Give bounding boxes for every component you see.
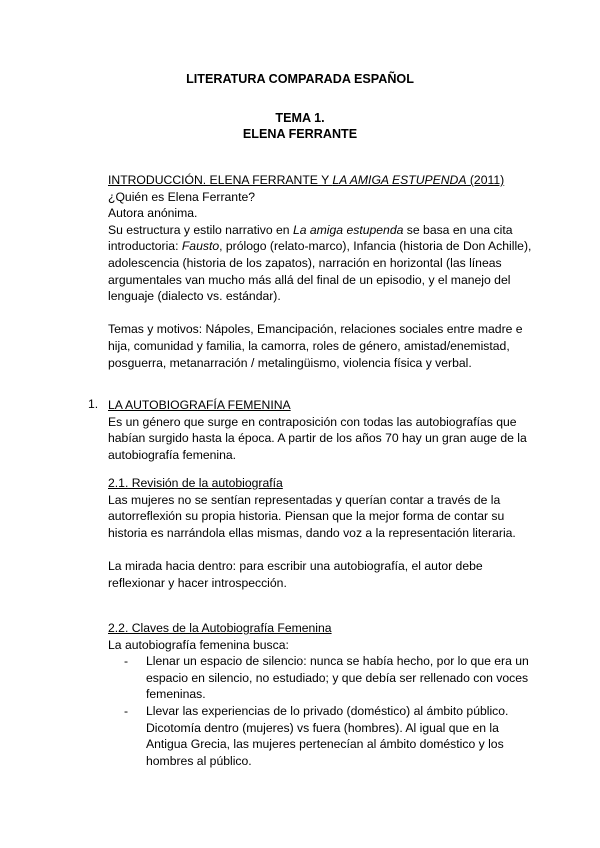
subsection-revision bbox=[108, 475, 538, 591]
subsection-intro: La autobiografía femenina busca: bbox=[108, 637, 289, 652]
para-work-title: Fausto bbox=[181, 239, 220, 254]
para-book-title: La amiga estupenda bbox=[292, 222, 404, 237]
para-text: , prólogo (relato-marco), Infancia (historia de Don Achille), adolescencia (historia de los zapatos), narración en horizontal (las líneas argumentales van mucho más allá del final de un episodio, y el manejo del lenguaje (dialecto vs. estándar). bbox=[108, 239, 532, 304]
section-heading bbox=[108, 397, 538, 414]
topic-name: ELENA FERRANTE bbox=[242, 127, 358, 141]
intro-heading-year: (2011) bbox=[466, 173, 505, 187]
list-item-text: Llenar un espacio de silencio: nunca se había hecho, por lo que era un espacio en silencio, no estudiado; y que debía ser rellenado con voces femeninas. bbox=[146, 654, 529, 702]
subsection-paragraph: Las mujeres no se sentían representadas y querían contar a través de la autorreflexión su propia historia. Piensan que la mejor forma de contar su historia es narrándola ellas mismas, dando voz a la representación literaria. bbox=[108, 492, 516, 540]
intro-question: ¿Quién es Elena Ferrante? bbox=[108, 189, 256, 204]
document-title: LITERATURA COMPARADA ESPAÑOL bbox=[186, 72, 414, 86]
dash-bullet: - bbox=[124, 703, 129, 718]
subsection-paragraph: La mirada hacia dentro: para escribir una autobiografía, el autor debe reflexionar y hacer introspección. bbox=[108, 558, 483, 590]
section-number: 1. bbox=[88, 397, 99, 411]
intro-heading-book-title: LA AMIGA ESTUPENDA bbox=[332, 173, 467, 187]
intro-paragraph-structure bbox=[108, 222, 538, 305]
subsection-heading-text: 2.2. Claves de la Autobiografía Femenina bbox=[108, 621, 332, 635]
section-autobiography bbox=[108, 397, 538, 463]
intro-paragraph-themes: Temas y motivos: Nápoles, Emancipación, relaciones sociales entre madre e hija, comunidad y familia, la camorra, roles de género, amistad/enemistad, posguerra, metanarración / metalingüismo, violencia física y verbal. bbox=[108, 322, 523, 370]
topic-heading bbox=[0, 110, 600, 142]
subsection-heading-text: 2.1. Revisión de la autobiografía bbox=[108, 476, 283, 490]
topic-number: TEMA 1. bbox=[275, 111, 325, 125]
subsection-heading bbox=[108, 620, 538, 637]
section-paragraph: Es un género que surge en contraposición con todas las autobiografías que habían surgido hasta la época. A partir de los años 70 hay un gran auge de la autobiografía femenina. bbox=[108, 414, 527, 462]
subsection-keys bbox=[108, 620, 538, 769]
list-item-text: Llevar las experiencias de lo privado (doméstico) al ámbito público. Dicotomía dentro (mujeres) vs fuera (hombres). Al igual que en la Antigua Grecia, las mujeres pertenecían al ámbito doméstico y los hombres al público. bbox=[146, 703, 509, 768]
subsection-heading bbox=[108, 475, 538, 492]
intro-answer: Autora anónima. bbox=[108, 206, 198, 221]
list-item bbox=[108, 703, 538, 769]
para-text: Su estructura y estilo narrativo en bbox=[108, 222, 293, 237]
keys-list bbox=[108, 653, 538, 769]
list-item bbox=[108, 653, 538, 703]
dash-bullet: - bbox=[124, 654, 129, 669]
para-text: se basa en una cita introductoria: bbox=[108, 222, 513, 254]
intro-section bbox=[108, 172, 538, 371]
intro-heading-prefix: INTRODUCCIÓN. ELENA FERRANTE Y bbox=[108, 173, 333, 187]
section-heading-text: LA AUTOBIOGRAFÍA FEMENINA bbox=[108, 398, 291, 412]
intro-heading bbox=[108, 172, 538, 189]
